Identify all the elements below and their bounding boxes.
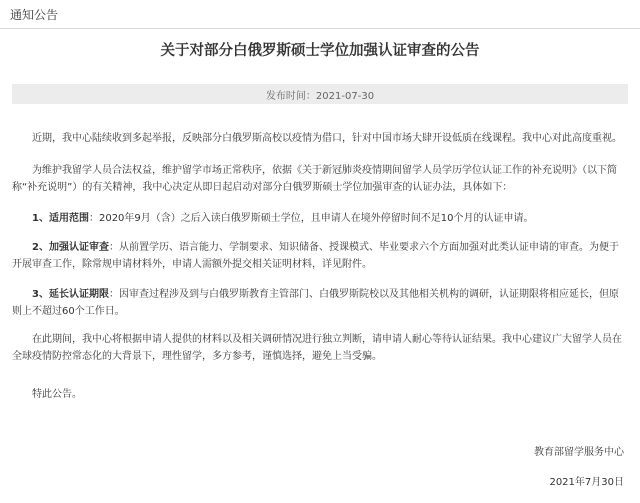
scope-lead: 1、适用范围 (32, 213, 89, 224)
paragraph-review (12, 239, 622, 273)
review-lead: 2、加强认证审查 (32, 242, 109, 253)
paragraph-advice: 在此期间，我中心将根据申请人提供的材料以及相关调研情况进行独立判断，请申请人耐心等待认证结果。我中心建议广大留学人员在全球疫情防控常态化的大背景下，理性留学，多方参考，谨慎选择，避免上当受骗。 (12, 334, 622, 362)
article-title: 关于对部分白俄罗斯硕士学位加强认证审查的公告 (160, 43, 480, 59)
header-bar (0, 0, 640, 29)
signature: 教育部留学服务中心 (534, 447, 624, 458)
paragraph-period (12, 286, 622, 320)
signature-date: 2021年7月30日 (549, 477, 624, 488)
section-title: 通知公告 (10, 8, 59, 22)
publish-meta-bar (12, 84, 628, 104)
paragraph-closing: 特此公告。 (32, 389, 82, 400)
review-body: ：从前置学历、语言能力、学制要求、知识储备、授课模式、毕业要求六个方面加强对此类认证申请的审查。为便于开展审查工作，除常规申请材料外，申请人需额外提交相关证明材料，详见附件。 (12, 242, 619, 270)
paragraph-basis: 为维护我留学人员合法权益，维护留学市场正常秩序，依据《关于新冠肺炎疫情期间留学人员学历学位认证工作的补充说明》（以下简称“补充说明”）的有关精神，我中心决定从即日起启动对部分白俄罗斯硕士学位加强审查的认证办法，具体如下： (12, 165, 617, 193)
period-lead: 3、延长认证期限 (32, 289, 109, 300)
period-body: ：因审查过程涉及到与白俄罗斯教育主管部门、白俄罗斯院校以及其他相关机构的调研，认证期限将相应延长，但原则上不超过60个工作日。 (12, 289, 619, 317)
publish-date: 发布时间：2021-07-30 (265, 91, 375, 102)
scope-body: ：2020年9月（含）之后入读白俄罗斯硕士学位，且申请人在境外停留时间不足10个月的认证申请。 (88, 213, 534, 224)
paragraph-scope (12, 210, 622, 227)
paragraph-intro: 近期，我中心陆续收到多起举报，反映部分白俄罗斯高校以疫情为借口，针对中国市场大肆开设低质在线课程。我中心对此高度重视。 (32, 133, 622, 144)
